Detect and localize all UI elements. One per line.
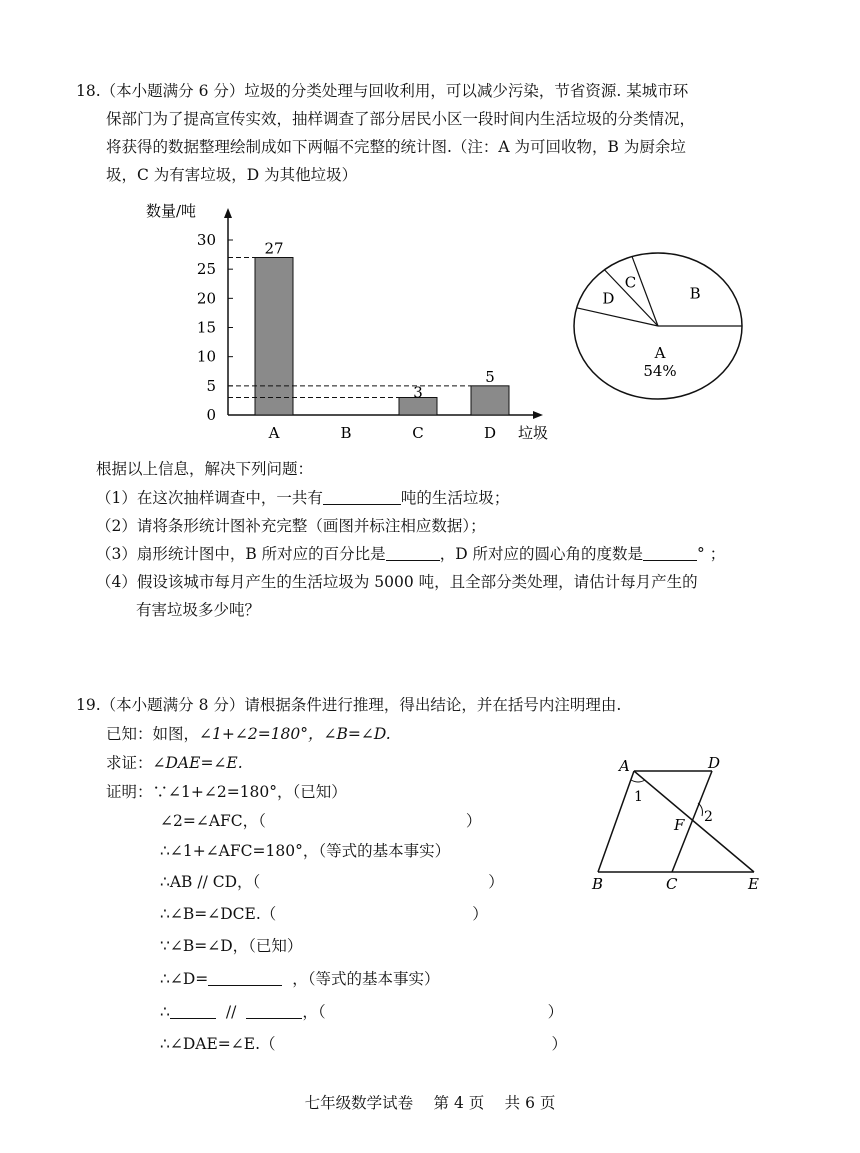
q19-step-4-close: ） xyxy=(488,873,504,891)
y-tick-label: 0 xyxy=(206,406,216,424)
bar-data-label-A: 27 xyxy=(264,239,284,258)
q19-prove-label: 求证： xyxy=(106,754,153,772)
q18-line-2: 保部门为了提高宣传实效，抽样调查了部分居民小区一段时间内生活垃圾的分类情况， xyxy=(106,110,696,128)
q19-step-5-close: ） xyxy=(472,905,488,923)
q18-sub1-blank[interactable] xyxy=(323,488,401,505)
q19-proof-step-6: ∵∠B=∠D，（已知） xyxy=(160,937,303,955)
q19-step-7-text-b: ，（等式的基本事实） xyxy=(292,970,440,988)
x-axis-arrow xyxy=(533,411,543,419)
q19-proof-step-3: ∴∠1+∠AFC=180°，（等式的基本事实） xyxy=(160,842,451,860)
label-C: C xyxy=(666,875,678,893)
y-axis-label: 数量/吨 xyxy=(146,202,197,220)
label-angle-1: 1 xyxy=(634,789,643,805)
x-tick-label-B: B xyxy=(340,424,352,442)
label-D: D xyxy=(708,754,721,772)
x-tick-label-C: C xyxy=(412,424,424,442)
q19-step-7-text-a: ∴∠D= xyxy=(160,970,209,988)
q19-step-2-close: ） xyxy=(465,812,482,830)
q19-step-8-text-a: ∴ xyxy=(160,1003,170,1021)
q18-sub3-text-c: ° ； xyxy=(697,545,726,563)
q19-given-text: ∠1+∠2=180°，∠B=∠D. xyxy=(199,725,391,743)
x-tick-label-A: A xyxy=(268,424,280,442)
y-axis-arrow xyxy=(224,208,232,218)
q18-sub4-line-1: （4）假设该城市每月产生的生活垃圾为 5000 吨，且全部分类处理，请估计每月产生的 xyxy=(96,573,698,591)
q19-step-8-text-b: ，（ xyxy=(302,1003,326,1021)
bar-data-label-C: 3 xyxy=(413,383,423,402)
q19-step-9-close: ） xyxy=(551,1035,568,1053)
q19-step-1-text: ∵∠1+∠2=180°，（已知） xyxy=(152,783,347,801)
q18-intro: 根据以上信息，解决下列问题： xyxy=(96,460,314,478)
q19-step-8-parallel: // xyxy=(225,1003,237,1021)
q19-given xyxy=(106,723,391,745)
q19-proof-step-5 xyxy=(160,903,488,925)
bar-chart xyxy=(130,196,570,446)
pie-label-A: A xyxy=(654,344,666,362)
q18-sub1 xyxy=(96,487,509,509)
geometry-figure xyxy=(586,754,776,894)
q19-step-2-text: ∠2=∠AFC，（ xyxy=(160,812,266,830)
pie-label-D: D xyxy=(602,289,615,308)
q19-proof-step-8 xyxy=(160,1001,563,1023)
q19-proof-step-1 xyxy=(106,781,347,803)
q19-prove xyxy=(106,752,243,774)
q19-proof-step-9 xyxy=(160,1033,567,1055)
q18-sub3-text-b: ，D 所对应的圆心角的度数是 xyxy=(439,545,644,563)
q18-sub2: （2）请将条形统计图补充完整（画图并标注相应数据）； xyxy=(96,517,486,535)
bar-data-label-D: 5 xyxy=(485,367,495,386)
q19-given-label: 已知：如图， xyxy=(106,725,200,743)
q19-prove-text: ∠DAE=∠E. xyxy=(152,754,243,772)
segment-AB xyxy=(598,771,634,872)
label-B: B xyxy=(592,875,604,893)
q18-sub1-text-b: 吨的生活垃圾； xyxy=(400,489,510,507)
q18-sub3-blank-2[interactable] xyxy=(643,544,697,561)
q18-sub4-line-2: 有害垃圾多少吨？ xyxy=(136,601,261,619)
x-tick-label-D: D xyxy=(483,424,497,442)
pie-percent-A: 54% xyxy=(643,362,677,380)
y-tick-label: 25 xyxy=(196,260,216,279)
x-axis-label: 垃圾 xyxy=(518,424,549,442)
q19-proof-step-4 xyxy=(160,871,504,893)
y-tick-label: 15 xyxy=(196,318,216,337)
q18-sub3 xyxy=(96,543,725,565)
pie-label-C: C xyxy=(624,273,637,292)
y-tick-label: 10 xyxy=(196,347,216,366)
page-footer: 七年级数学试卷 第 4 页 共 6 页 xyxy=(304,1094,556,1112)
y-tick-label: 30 xyxy=(196,231,216,249)
bar-D xyxy=(471,386,509,415)
q18-line-4: 圾，C 为有害垃圾，D 为其他垃圾） xyxy=(106,166,358,184)
q19-proof-step-2 xyxy=(160,810,481,832)
q19-step-4-text: ∴AB // CD，（ xyxy=(160,873,261,891)
label-angle-2: 2 xyxy=(704,809,713,825)
q19-proof-label: 证明： xyxy=(106,783,153,801)
label-F: F xyxy=(674,816,685,834)
q18-sub3-text-a: （3）扇形统计图中，B 所对应的百分比是 xyxy=(96,545,386,563)
segment-AE xyxy=(634,771,754,872)
q19-title: 19.（本小题满分 8 分）请根据条件进行推理，得出结论，并在括号内注明理由. xyxy=(76,696,622,714)
q19-step-7-blank[interactable] xyxy=(208,969,282,986)
q19-step-8-close: ） xyxy=(547,1003,564,1021)
y-tick-label: 5 xyxy=(206,376,216,395)
pie-chart xyxy=(568,232,752,404)
label-A: A xyxy=(619,757,630,775)
angle-1-arc xyxy=(631,780,645,782)
q18-sub1-text-a: （1）在这次抽样调查中，一共有 xyxy=(96,489,323,507)
pie-label-B: B xyxy=(689,284,701,303)
q19-step-8-blank-2[interactable] xyxy=(246,1002,302,1019)
y-tick-label: 20 xyxy=(196,289,216,308)
q19-step-5-text: ∴∠B=∠DCE.（ xyxy=(160,905,277,923)
bar-A xyxy=(255,258,293,416)
q19-step-9-text: ∴∠DAE=∠E.（ xyxy=(160,1035,276,1053)
q18-sub3-blank-1[interactable] xyxy=(386,544,440,561)
label-E: E xyxy=(748,875,759,893)
q18-line-1: 18.（本小题满分 6 分）垃圾的分类处理与回收利用，可以减少污染，节省资源. 某城市环 xyxy=(76,82,689,100)
q18-line-3: 将获得的数据整理绘制成如下两幅不完整的统计图.（注：A 为可回收物，B 为厨余垃 xyxy=(106,138,686,156)
q19-step-8-blank-1[interactable] xyxy=(170,1002,216,1019)
q19-proof-step-7 xyxy=(160,968,440,990)
